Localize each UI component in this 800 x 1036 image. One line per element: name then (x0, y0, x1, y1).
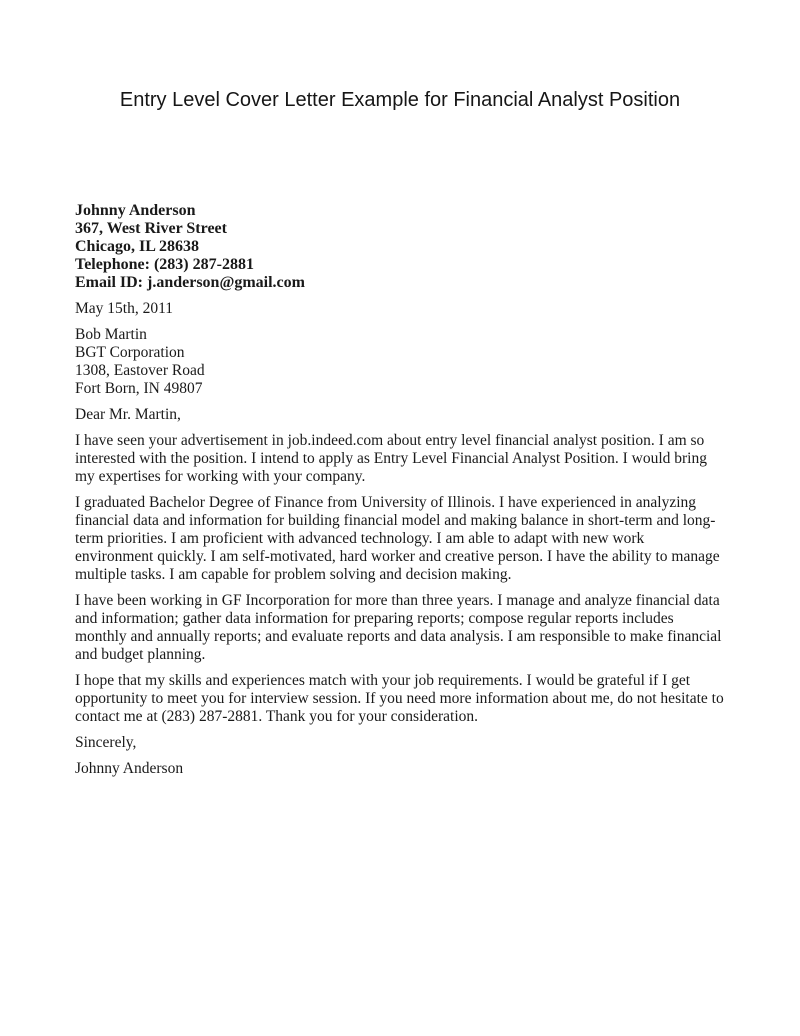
recipient-city: Fort Born, IN 49807 (75, 380, 203, 397)
paragraph-2: I graduated Bachelor Degree of Finance from University of Illinois. I have experienced in analyzing financial data and information for building financial model and making balance in short-term and long-term priorities. I am proficient with advanced technology. I am able to adapt with new work environment quickly. I am self-motivated, hard worker and creative person. I have the ability to manage multiple tasks. I am capable for problem solving and decision making. (75, 494, 720, 583)
salutation: Dear Mr. Martin, (75, 406, 181, 423)
sender-telephone: Telephone: (283) 287-2881 (75, 256, 254, 273)
paragraph-1: I have seen your advertisement in job.indeed.com about entry level financial analyst position. I am so interested with the position. I intend to apply as Entry Level Financial Analyst Position. I would bring my expertises for working with your company. (75, 432, 707, 485)
sender-city: Chicago, IL 28638 (75, 238, 200, 255)
letter-body (75, 202, 725, 778)
recipient-name: Bob Martin (75, 326, 147, 343)
recipient-address-block (75, 326, 725, 398)
letter-date: May 15th, 2011 (75, 300, 174, 317)
recipient-company: BGT Corporation (75, 344, 185, 361)
sender-email: Email ID: j.anderson@gmail.com (75, 274, 305, 291)
paragraph-3: I have been working in GF Incorporation for more than three years. I manage and analyze financial data and information; gather data information for preparing reports; compose regular reports includes monthly and annually reports; and evaluate reports and data analysis. I am responsible to make financial and budget planning. (75, 592, 722, 663)
recipient-street: 1308, Eastover Road (75, 362, 205, 379)
closing: Sincerely, (75, 734, 137, 751)
paragraph-4: I hope that my skills and experiences match with your job requirements. I would be grateful if I get opportunity to meet you for interview session. If you need more information about me, do not hesitate to contact me at (283) 287-2881. Thank you for your consideration. (75, 672, 724, 725)
sender-name: Johnny Anderson (75, 202, 196, 219)
page-title: Entry Level Cover Letter Example for Financial Analyst Position (119, 89, 681, 111)
signature-name: Johnny Anderson (75, 760, 184, 777)
sender-address-block (75, 202, 725, 292)
sender-street: 367, West River Street (75, 220, 227, 237)
